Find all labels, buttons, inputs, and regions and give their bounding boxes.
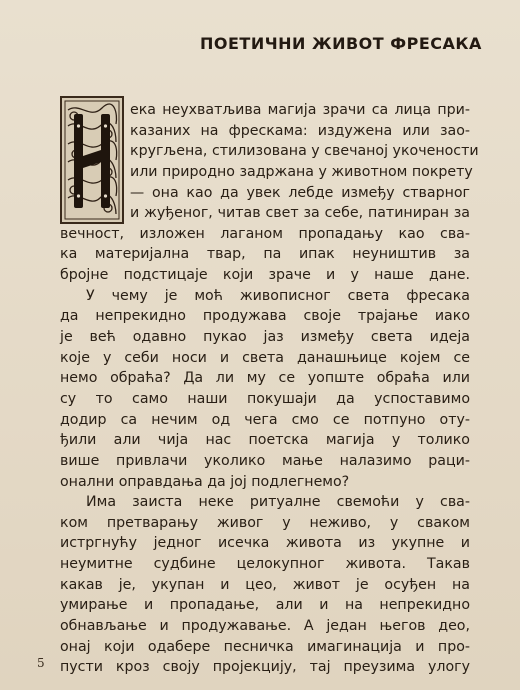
text-line: умирање и пропадање, али и на непрекидно: [60, 597, 470, 614]
text-line: неумитне судбине целокупног живота. Такав: [60, 556, 470, 573]
text-line: казаних на фрескама: издужена или зао-: [130, 122, 470, 139]
text-line: ка материјална твар, па ипак неуништив за: [60, 246, 470, 263]
text-line: је већ одавно пукао јаз између света идеја: [60, 329, 470, 346]
text-line: су то само наши покушаји да успоставимо: [60, 390, 470, 407]
text-line: Има заиста неке ритуалне свемоћи у сва-: [86, 494, 470, 511]
text-line: или природно задржана у животном покрету: [130, 163, 473, 180]
page-number: 5: [37, 656, 45, 670]
text-line: и жуђеног, читав свет за себе, патиниран за: [130, 205, 470, 222]
text-line: У чему је моћ живописног света фресака: [86, 287, 470, 304]
page-title: ПОЕТИЧНИ ЖИВОТ ФРЕСАКА: [200, 34, 482, 53]
text-line: какав је, укупан и цео, живот је осуђен на: [60, 576, 470, 593]
text-line: онални оправдања да јој подлегнемо?: [60, 473, 350, 490]
text-line: бројне подстицаје који зраче и у наше дане.: [60, 267, 470, 284]
text-line: ком претварању живог у неживо, у сваком: [60, 514, 470, 531]
text-line: да непрекидно продужава своје трајање иако: [60, 308, 470, 325]
text-line: ека неухватљива магија зрачи са лица при-: [130, 102, 470, 118]
text-line: више привлачи уколико мање налазимо раци-: [60, 452, 470, 469]
text-line: ђили али чија нас поетска магија у толико: [60, 432, 470, 449]
text-line: онај који одабере песничка имагинација и про-: [60, 638, 470, 655]
text-line: — она као да увек лебде између стварног: [130, 184, 470, 201]
text-line: обнављање и продужавање. А један његов део,: [60, 618, 470, 635]
text-line: које у себи носи и света данашњице којем се: [60, 349, 470, 366]
text-line: вечност, изложен лаганом пропадању као сва-: [60, 225, 470, 242]
body-text: [60, 100, 479, 678]
text-line: истргнућу једног исечка живота из укупне и: [60, 535, 470, 552]
text-line: кругљена, стилизована у свечаној укочености: [130, 143, 479, 160]
text-line: додир са нечим од чега смо се потпуно оту-: [60, 411, 470, 428]
text-line: немо обраћа? Да ли му се уопште обраћа или: [60, 370, 470, 387]
text-line: пусти кроз своју пројекцију, тај преузима улогу: [60, 659, 470, 676]
